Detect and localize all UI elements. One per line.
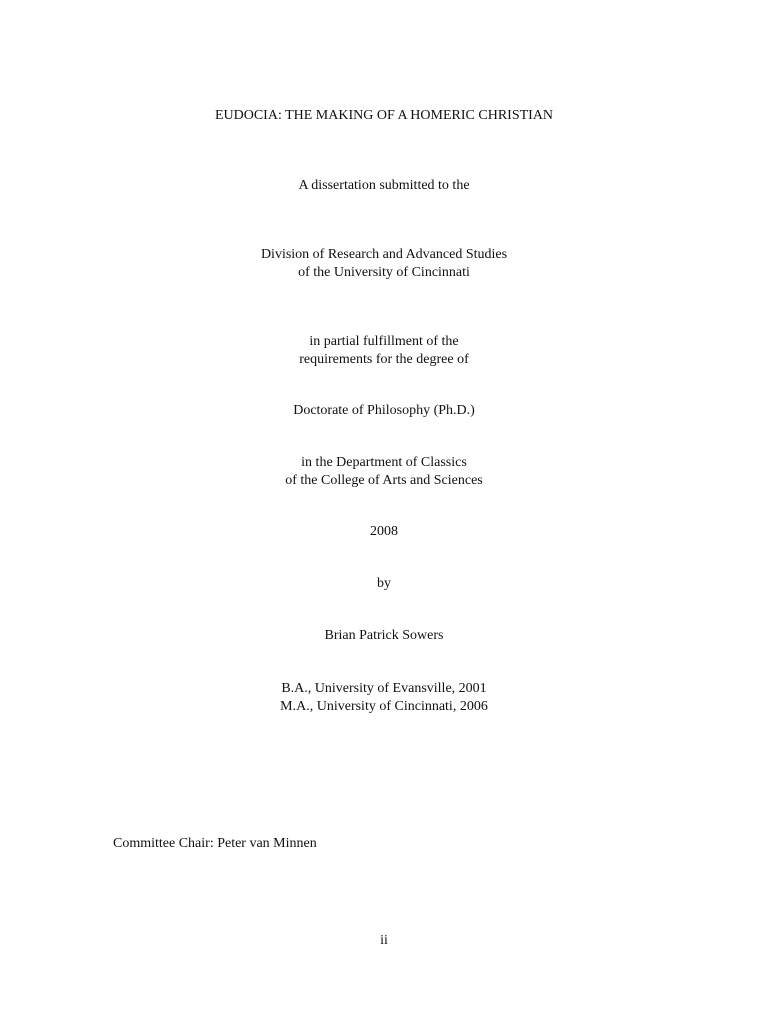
credential-ba: B.A., University of Evansville, 2001 [281,681,487,696]
fulfillment-line-1: in partial fulfillment of the [309,334,459,349]
department-block [0,454,768,490]
department-line-2: of the College of Arts and Sciences [285,473,483,488]
credential-ma: M.A., University of Cincinnati, 2006 [280,699,488,714]
dissertation-title: EUDOCIA: THE MAKING OF A HOMERIC CHRISTIAN [214,108,554,123]
year: 2008 [370,524,398,539]
division-line-2: of the University of Cincinnati [298,265,470,280]
credentials-block [0,680,768,716]
department-line-1: in the Department of Classics [301,455,467,470]
author-name: Brian Patrick Sowers [324,628,444,643]
division-block [0,246,768,282]
fulfillment-block [0,333,768,369]
submission-statement: A dissertation submitted to the [298,178,470,193]
by-label: by [377,576,391,591]
division-line-1: Division of Research and Advanced Studies [260,247,508,262]
fulfillment-line-2: requirements for the degree of [299,352,469,367]
committee-chair: Committee Chair: Peter van Minnen [113,836,317,851]
degree-name: Doctorate of Philosophy (Ph.D.) [293,403,475,418]
page-number: ii [380,933,388,948]
